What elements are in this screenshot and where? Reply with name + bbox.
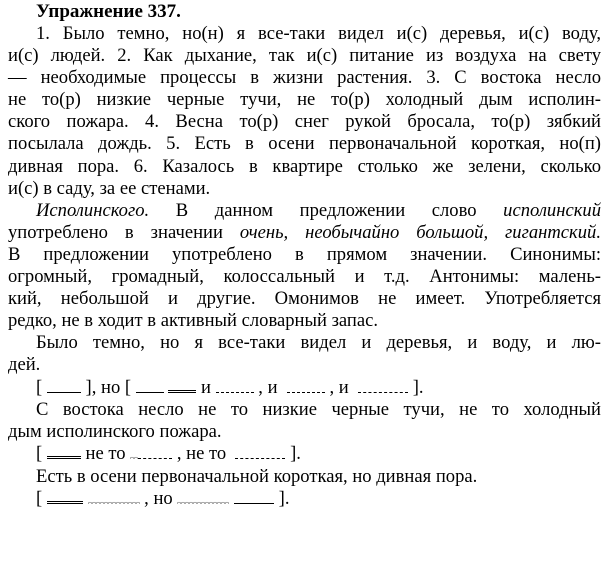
sentence-2-line-2-text: дым исполинского пожара.	[8, 421, 222, 443]
scheme-1-comma-1: , и	[253, 376, 283, 398]
scheme-2-part-1: не то	[80, 443, 131, 465]
sentence-3	[8, 466, 601, 488]
sentence-3-line-1-text: Есть в осени первоначальной короткая, но дивная пора.	[36, 465, 478, 487]
exercise-line-5-text: ского пожара. 4. Весна то(р) снег рукой бросала, то(р) зябкий	[8, 111, 601, 133]
sentence-2-line-1	[8, 399, 601, 421]
predicate-line	[47, 489, 83, 504]
scheme-2-open: [	[36, 443, 43, 465]
analysis-line-6	[8, 310, 601, 332]
analysis-text	[8, 200, 601, 333]
sentence-1-line-1	[8, 332, 601, 354]
predicate-line	[168, 378, 196, 393]
subject-line	[47, 380, 81, 393]
scheme-1-open: [	[36, 376, 43, 398]
analysis-line-1-text: В данном предложении слово	[149, 199, 504, 221]
analysis-line-1	[8, 200, 601, 222]
analysis-line-4	[8, 266, 601, 288]
object-line	[358, 380, 408, 393]
attribute-line	[130, 447, 138, 459]
sentence-2-line-2	[8, 421, 601, 443]
analysis-line-4-text: огромный, громадный, колоссальный и т.д. Антонимы: малень-	[8, 266, 601, 288]
scheme-2-part-2: , не то	[172, 443, 231, 465]
scheme-2-close: ].	[285, 443, 301, 465]
exercise-line-3-text: — необходимые процессы в жизни растения. 3. С востока несло	[8, 67, 601, 89]
analysis-line-6-text: редко, не в ходит в активный словарный запас.	[8, 310, 379, 332]
analysis-line-1-italic: исполинский	[503, 199, 601, 221]
scheme-3-part-1: , но	[139, 487, 178, 509]
sentence-3-line-1	[8, 466, 601, 488]
attribute-line	[177, 492, 229, 504]
exercise-text	[8, 23, 601, 200]
exercise-line-5	[8, 111, 601, 133]
exercise-line-4-text: не то(р) низкие черные тучи, не то(р) холодный дым исполин-	[8, 89, 601, 111]
scheme-3	[36, 488, 601, 511]
exercise-line-3	[8, 67, 601, 89]
attribute-line	[88, 492, 140, 504]
analysis-line-2-text: употреблено в значении	[8, 221, 240, 243]
analysis-line-5	[8, 288, 601, 310]
scheme-3-open: [	[36, 487, 43, 509]
exercise-line-1	[8, 23, 601, 45]
scheme-2	[36, 443, 601, 466]
exercise-line-4	[8, 89, 601, 111]
exercise-line-1-text: 1. Было темно, но(н) я все-таки видел и(с) деревья, и(с) воду,	[36, 23, 601, 44]
object-line	[287, 380, 325, 393]
predicate-line	[47, 444, 81, 459]
subject-line	[234, 491, 274, 504]
sentence-2	[8, 399, 601, 443]
analysis-line-2-italic: очень, необычайно большой, гигантский.	[239, 221, 602, 243]
sentence-1	[8, 332, 601, 376]
analysis-line-2	[8, 222, 601, 244]
exercise-line-7-text: дивная пора. 6. Казалось в квартире столько же зелени, сколько	[8, 155, 601, 177]
subject-line	[235, 446, 285, 459]
scheme-1-comma-2: , и	[324, 376, 354, 398]
analysis-line-3-text: В предложении употреблено в прямом значении. Синонимы:	[8, 243, 601, 265]
subject-line	[136, 380, 164, 393]
analysis-word: Исполинского.	[36, 199, 150, 221]
analysis-line-5-text: кий, небольшой и другие. Омонимов не имеет. Употребляется	[8, 288, 601, 310]
exercise-line-6-text: посылала дождь. 5. Есть в осени первоначальной короткая, но(п)	[8, 133, 601, 155]
scheme-1-part-1: ], но [	[85, 376, 132, 398]
exercise-line-8-text: и(с) в саду, за ее стенами.	[8, 177, 211, 199]
object-line	[216, 380, 254, 393]
scheme-1	[36, 377, 601, 400]
subject-line	[138, 446, 172, 459]
exercise-title: Упражнение 337.	[36, 1, 181, 22]
sentence-1-line-2-text: дей.	[8, 354, 41, 376]
analysis-line-3	[8, 244, 601, 266]
exercise-line-8	[8, 178, 601, 200]
exercise-line-2	[8, 45, 601, 67]
scheme-1-close: ].	[408, 376, 424, 398]
exercise-line-2-text: и(с) людей. 2. Как дыхание, так и(с) питание из воздуха на свету	[8, 45, 601, 67]
sentence-1-line-2	[8, 354, 601, 376]
scheme-1-and-1: и	[196, 376, 216, 398]
sentence-2-line-1-text: С востока несло не то низкие черные тучи, не то холодный	[36, 399, 601, 420]
exercise-line-7	[8, 156, 601, 178]
sentence-1-line-1-text: Было темно, но я все-таки видел и деревья, и воду, и лю-	[36, 332, 601, 354]
exercise-line-6	[8, 133, 601, 155]
scheme-3-close: ].	[274, 487, 290, 509]
